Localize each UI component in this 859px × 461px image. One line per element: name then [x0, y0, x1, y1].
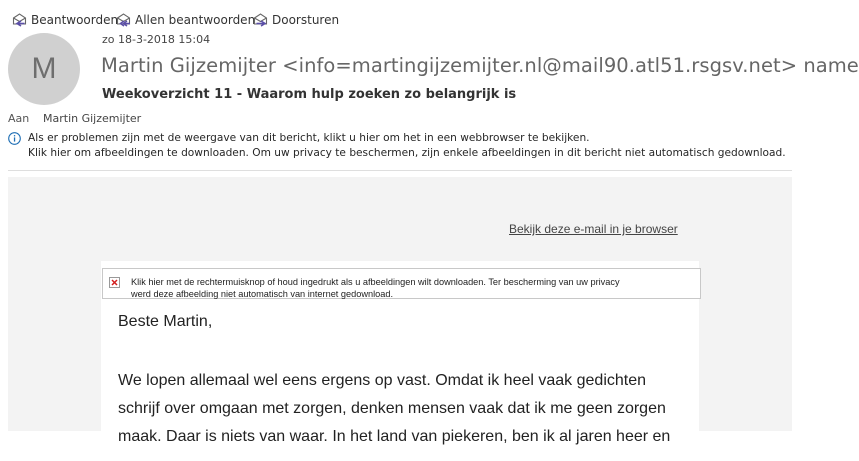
reply-all-button[interactable]: [116, 11, 255, 29]
forward-button[interactable]: [253, 11, 339, 29]
reply-icon: [12, 12, 28, 28]
forward-icon: [253, 12, 269, 28]
placeholder-text-line2: werd deze afbeelding niet automatisch van internet gedownload.: [131, 288, 394, 299]
placeholder-text-line1: Klik hier met de rechtermuisknop of houd ingedrukt als u afbeeldingen wilt downloaden. Ter bescherming van uw privacy: [131, 277, 620, 287]
sender-avatar[interactable]: [8, 33, 80, 105]
paragraph-line: schrijf over omgaan met zorgen, denken mensen vaak dat ik me geen zorgen: [118, 400, 666, 417]
info-icon: [8, 132, 21, 145]
greeting-text: Beste Martin,: [118, 313, 213, 330]
reply-all-label: Allen beantwoorden: [135, 13, 256, 27]
blocked-image-placeholder[interactable]: [102, 268, 701, 299]
message-date: zo 18-3-2018 15:04: [102, 33, 211, 46]
reply-all-icon: [116, 12, 132, 28]
view-in-browser-link[interactable]: Bekijk deze e-mail in je browser: [509, 222, 678, 236]
to-label: Aan: [8, 112, 30, 125]
header-divider: [8, 170, 792, 171]
message-subject: Weekoverzicht 11 - Waarom hulp zoeken zo belangrijk is: [102, 87, 517, 102]
reply-label: Beantwoorden: [31, 13, 119, 27]
recipient-name[interactable]: Martin Gijzemijter: [43, 112, 142, 125]
info-line-download-images[interactable]: Klik hier om afbeeldingen te downloaden. Om uw privacy te beschermen, zijn enkele afbeeldingen in dit bericht niet automatisch gedownload.: [28, 146, 786, 159]
intro-paragraph: [118, 367, 670, 451]
paragraph-line: We lopen allemaal wel eens ergens op vast. Omdat ik heel vaak gedichten: [118, 372, 647, 389]
avatar-initial: M: [31, 52, 57, 85]
forward-label: Doorsturen: [272, 13, 340, 27]
info-line-webbrowser[interactable]: Als er problemen zijn met de weergave van dit bericht, klikt u hier om het in een webbrowser te bekijken.: [28, 132, 590, 144]
reply-button[interactable]: [12, 11, 118, 29]
sender-name[interactable]: Martin Gijzemijter <info=martingijzemijter.nl@mail90.atl51.rsgsv.net> name: [101, 54, 859, 77]
message-body: [8, 177, 792, 445]
email-content-card: [101, 261, 699, 461]
broken-image-icon: [109, 277, 120, 288]
paragraph-line: maak. Daar is niets van waar. In het land van piekeren, ben ik al jaren heer en: [118, 428, 671, 445]
